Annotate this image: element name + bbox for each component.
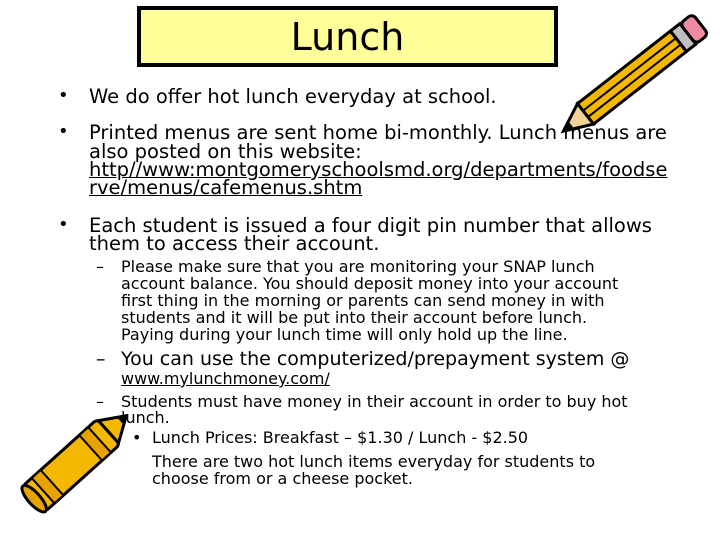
menu-website-link[interactable]: rve/menus/cafemenus.shtm (89, 176, 363, 199)
bullet-1-text: We do offer hot lunch everyday at school. (89, 85, 497, 108)
dash-marker: – (96, 348, 106, 370)
bullet-2-line: also posted on this website: (89, 140, 362, 163)
bullet-2-line: Printed menus are sent home bi-monthly. Lunch menus are (89, 121, 667, 144)
hot-lunch-line: There are two hot lunch items everyday for students to (152, 452, 596, 471)
sub-1-line: students and it will be put into their account before lunch. (121, 308, 588, 327)
bullet-3-line: Each student is issued a four digit pin number that allows (89, 214, 652, 237)
sub-3-line: lunch. (121, 408, 170, 427)
sub-1-line: Paying during your lunch time will only hold up the line. (121, 325, 568, 344)
bullet-marker: • (58, 214, 69, 235)
sub-3-line: Students must have money in their account in order to buy hot (121, 392, 628, 411)
bullet-marker: • (132, 428, 142, 447)
hot-lunch-line: choose from or a cheese pocket. (152, 469, 413, 488)
bullet-marker: • (58, 85, 69, 106)
sub-2-line: You can use the computerized/prepayment system @ (121, 348, 630, 370)
sub-1-line: first thing in the morning or parents can send money in with (121, 291, 605, 310)
dash-marker: – (96, 257, 104, 276)
sub-1-line: Please make sure that you are monitoring your SNAP lunch (121, 257, 595, 276)
bullet-marker: • (58, 121, 69, 142)
title-box (137, 6, 558, 67)
bullet-3-line: them to access their account. (89, 232, 380, 255)
mylunchmoney-link[interactable]: www.mylunchmoney.com/ (121, 369, 330, 388)
dash-marker: – (96, 392, 104, 411)
lunch-prices-text: Lunch Prices: Breakfast – $1.30 / Lunch - $2.50 (152, 428, 529, 447)
page-title: Lunch (290, 14, 405, 59)
menu-website-link[interactable]: http//www:montgomeryschoolsmd.org/departments/foodse (89, 158, 668, 181)
pencil-icon (560, 0, 720, 140)
sub-1-line: account balance. You should deposit money into your account (121, 274, 619, 293)
